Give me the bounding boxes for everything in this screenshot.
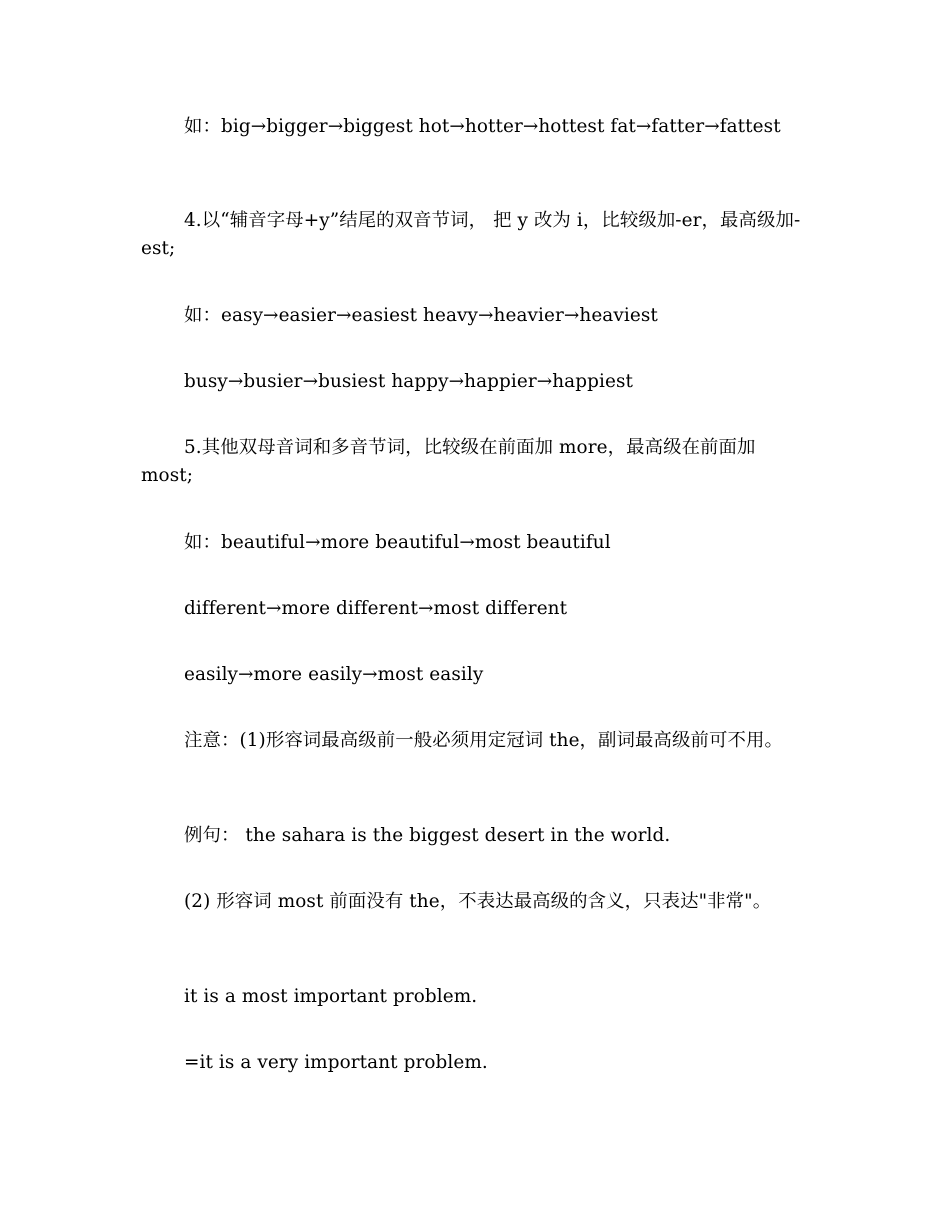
paragraph-note-2: (2) 形容词 most 前面没有 the，不表达最高级的含义，只表达"非常"。 xyxy=(184,891,772,912)
paragraph-example-easy: 如：easy→easier→easiest heavy→heavier→heaviest xyxy=(184,305,658,326)
paragraph-example-different: different→more different→most different xyxy=(184,598,568,619)
paragraph-example-beautiful: 如：beautiful→more beautiful→most beautiful xyxy=(184,532,611,553)
paragraph-example-sentence: 例句： the sahara is the biggest desert in the world. xyxy=(184,825,671,846)
paragraph-example-easily: easily→more easily→most easily xyxy=(184,664,484,685)
paragraph-rule-5: 5.其他双母音词和多音节词，比较级在前面加 more，最高级在前面加 most; xyxy=(141,437,762,486)
paragraph-note-1: 注意：(1)形容词最高级前一般必须用定冠词 the，副词最高级前可不用。 xyxy=(184,730,783,751)
paragraph-rule-4: 4.以“辅音字母+y”结尾的双音节词， 把 y 改为 i，比较级加-er，最高级加-est; xyxy=(141,210,801,259)
paragraph-example-most: it is a most important problem. xyxy=(184,986,478,1007)
paragraph-example-busy: busy→busier→busiest happy→happier→happiest xyxy=(184,371,633,392)
paragraph-example-very: =it is a very important problem. xyxy=(184,1052,488,1073)
paragraph-example-big: 如：big→bigger→biggest hot→hotter→hottest fat→fatter→fattest xyxy=(184,116,781,137)
